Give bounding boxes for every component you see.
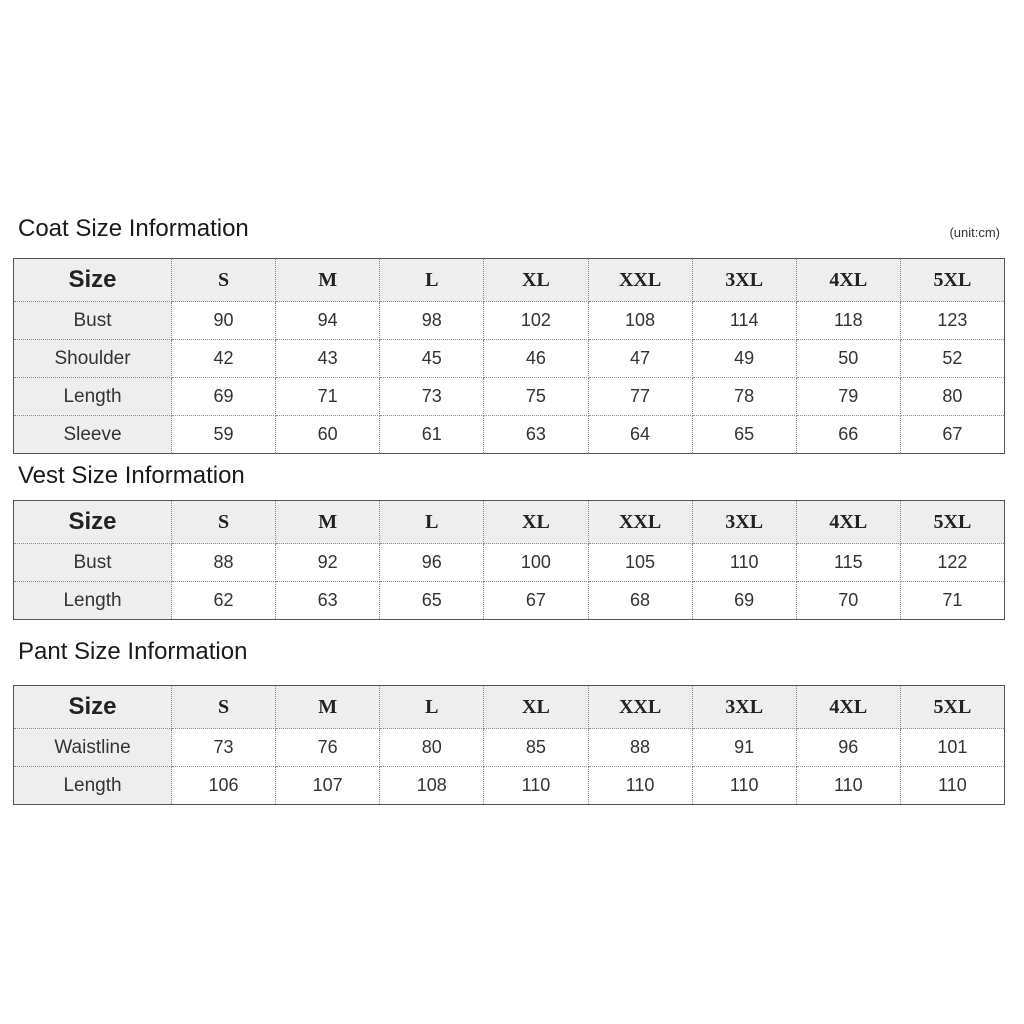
measurement-cell: 66: [796, 416, 900, 454]
coat-section-title: Coat Size Information: [18, 215, 249, 242]
measurement-cell: 114: [692, 302, 796, 340]
row-label: Bust: [14, 544, 172, 582]
measurement-cell: 85: [484, 729, 588, 767]
measurement-cell: 64: [588, 416, 692, 454]
measurement-cell: 68: [588, 582, 692, 620]
size-column-header: XXL: [588, 501, 692, 544]
measurement-cell: 43: [276, 340, 380, 378]
measurement-cell: 110: [900, 767, 1004, 805]
measurement-cell: 52: [900, 340, 1004, 378]
measurement-cell: 110: [692, 544, 796, 582]
measurement-cell: 65: [692, 416, 796, 454]
measurement-cell: 70: [796, 582, 900, 620]
measurement-cell: 67: [484, 582, 588, 620]
measurement-cell: 122: [900, 544, 1004, 582]
row-label: Length: [14, 378, 172, 416]
size-column-header: 5XL: [900, 686, 1004, 729]
measurement-cell: 62: [172, 582, 276, 620]
table-row: [14, 302, 1005, 340]
measurement-cell: 92: [276, 544, 380, 582]
measurement-cell: 94: [276, 302, 380, 340]
measurement-cell: 69: [692, 582, 796, 620]
table-row: [14, 416, 1005, 454]
measurement-cell: 76: [276, 729, 380, 767]
size-column-header: 4XL: [796, 501, 900, 544]
vest-section-title: Vest Size Information: [18, 462, 245, 489]
measurement-cell: 100: [484, 544, 588, 582]
size-column-header: S: [172, 686, 276, 729]
table-row: [14, 729, 1005, 767]
size-column-header: M: [276, 686, 380, 729]
measurement-cell: 59: [172, 416, 276, 454]
size-column-header: 3XL: [692, 259, 796, 302]
pant-size-table: [13, 685, 1005, 805]
measurement-cell: 73: [172, 729, 276, 767]
table-row: [14, 767, 1005, 805]
measurement-cell: 79: [796, 378, 900, 416]
measurement-cell: 46: [484, 340, 588, 378]
measurement-cell: 102: [484, 302, 588, 340]
measurement-cell: 123: [900, 302, 1004, 340]
measurement-cell: 96: [380, 544, 484, 582]
size-column-header: L: [380, 686, 484, 729]
measurement-cell: 73: [380, 378, 484, 416]
size-column-header: 3XL: [692, 501, 796, 544]
measurement-cell: 88: [172, 544, 276, 582]
size-column-header: XXL: [588, 259, 692, 302]
size-column-header: XL: [484, 259, 588, 302]
table-header-row: [14, 501, 1005, 544]
measurement-cell: 110: [484, 767, 588, 805]
size-column-header: XL: [484, 501, 588, 544]
size-column-header: 5XL: [900, 501, 1004, 544]
vest-size-table: [13, 500, 1005, 620]
coat-size-table: [13, 258, 1005, 454]
measurement-cell: 63: [276, 582, 380, 620]
table-header-row: [14, 686, 1005, 729]
table-row: [14, 582, 1005, 620]
table-row: [14, 544, 1005, 582]
size-column-header: L: [380, 501, 484, 544]
size-column-header: S: [172, 501, 276, 544]
table-row: [14, 340, 1005, 378]
measurement-cell: 107: [276, 767, 380, 805]
size-header-cell: Size: [14, 501, 172, 544]
measurement-cell: 90: [172, 302, 276, 340]
measurement-cell: 101: [900, 729, 1004, 767]
size-column-header: L: [380, 259, 484, 302]
measurement-cell: 69: [172, 378, 276, 416]
measurement-cell: 63: [484, 416, 588, 454]
row-label: Shoulder: [14, 340, 172, 378]
measurement-cell: 98: [380, 302, 484, 340]
table-row: [14, 378, 1005, 416]
measurement-cell: 75: [484, 378, 588, 416]
measurement-cell: 80: [380, 729, 484, 767]
measurement-cell: 78: [692, 378, 796, 416]
measurement-cell: 60: [276, 416, 380, 454]
row-label: Length: [14, 767, 172, 805]
row-label: Sleeve: [14, 416, 172, 454]
measurement-cell: 71: [900, 582, 1004, 620]
measurement-cell: 105: [588, 544, 692, 582]
measurement-cell: 77: [588, 378, 692, 416]
measurement-cell: 96: [796, 729, 900, 767]
measurement-cell: 108: [588, 302, 692, 340]
pant-section-title: Pant Size Information: [18, 638, 248, 665]
size-header-cell: Size: [14, 259, 172, 302]
row-label: Waistline: [14, 729, 172, 767]
measurement-cell: 45: [380, 340, 484, 378]
measurement-cell: 110: [692, 767, 796, 805]
size-column-header: 3XL: [692, 686, 796, 729]
measurement-cell: 110: [588, 767, 692, 805]
measurement-cell: 42: [172, 340, 276, 378]
size-header-cell: Size: [14, 686, 172, 729]
size-column-header: XL: [484, 686, 588, 729]
measurement-cell: 47: [588, 340, 692, 378]
measurement-cell: 67: [900, 416, 1004, 454]
measurement-cell: 88: [588, 729, 692, 767]
measurement-cell: 61: [380, 416, 484, 454]
measurement-cell: 80: [900, 378, 1004, 416]
size-column-header: S: [172, 259, 276, 302]
measurement-cell: 110: [796, 767, 900, 805]
unit-note: (unit:cm): [949, 225, 1000, 240]
measurement-cell: 49: [692, 340, 796, 378]
measurement-cell: 106: [172, 767, 276, 805]
measurement-cell: 71: [276, 378, 380, 416]
row-label: Bust: [14, 302, 172, 340]
size-column-header: XXL: [588, 686, 692, 729]
size-column-header: 5XL: [900, 259, 1004, 302]
row-label: Length: [14, 582, 172, 620]
size-column-header: 4XL: [796, 686, 900, 729]
measurement-cell: 91: [692, 729, 796, 767]
measurement-cell: 50: [796, 340, 900, 378]
size-column-header: 4XL: [796, 259, 900, 302]
measurement-cell: 118: [796, 302, 900, 340]
size-column-header: M: [276, 501, 380, 544]
measurement-cell: 108: [380, 767, 484, 805]
measurement-cell: 115: [796, 544, 900, 582]
size-column-header: M: [276, 259, 380, 302]
table-header-row: [14, 259, 1005, 302]
measurement-cell: 65: [380, 582, 484, 620]
